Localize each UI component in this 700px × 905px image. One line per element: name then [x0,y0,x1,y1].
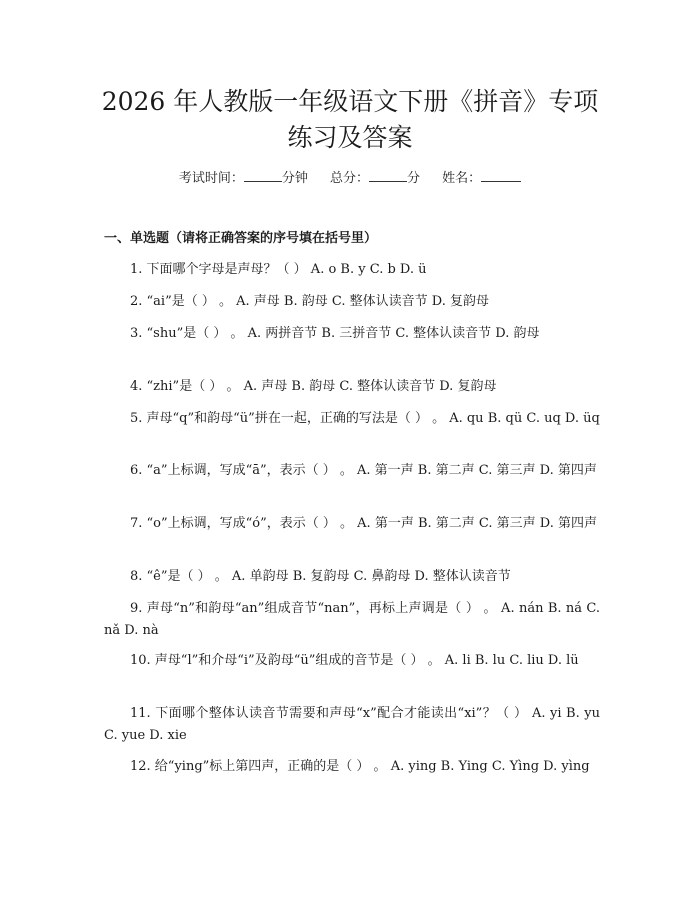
question-text: 12. 给“ying”标上第四声，正确的是（ ） 。 A. ying B. Ying C. Yìng D. yìng [130,759,590,774]
question-item-7 [104,513,600,535]
question-text: 4. “zhi”是（ ） 。 A. 声母 B. 韵母 C. 整体认读音节 D. 复韵母 [130,379,497,394]
document-title-line1: 2026 年人教版一年级语文下册《拼音》专项 [101,87,599,116]
student-name-blank [481,167,521,182]
question-text: 7. “o”上标调，写成“ó”，表示（ ） 。 A. 第一声 B. 第二声 C. 第三声 D. 第四声 [130,516,598,531]
question-item-4 [104,376,600,398]
question-item-1 [104,259,600,281]
exam-time-label: 考试时间： [178,171,244,186]
exam-time-field [179,167,308,189]
question-item-5 [104,408,600,430]
question-item-10 [104,650,600,672]
question-text: 10. 声母“l”和介母“i”及韵母“ü”组成的音节是（ ） 。 A. li B. lu C. liu D. lü [130,653,579,668]
student-name-label: 姓名： [442,171,482,186]
section-heading: 一、单选题（请将正确答案的序号填在括号里） [104,231,378,246]
total-score-label: 总分： [329,171,369,186]
question-item-12 [104,756,600,778]
question-item-11 [104,703,600,747]
question-item-9 [104,598,600,642]
question-item-6 [104,460,600,482]
question-item-2 [104,291,600,313]
total-score-field [330,167,420,189]
question-item-3 [104,323,600,345]
question-item-8 [104,566,600,588]
exam-meta-row [0,167,700,189]
question-text: 11. 下面哪个整体认读音节需要和声母“x”配合才能读出“xi”？（ ） A. yi B. yu C. yue D. xie [104,706,600,743]
question-text: 6. “a”上标调，写成“ā”，表示（ ） 。 A. 第一声 B. 第二声 C. 第三声 D. 第四声 [130,463,597,478]
exam-time-unit: 分钟 [281,171,308,186]
question-text: 5. 声母“q”和韵母“ü”拼在一起，正确的写法是（ ） 。 A. qu B. qü C. uq D. üq [130,411,600,426]
total-score-unit: 分 [407,171,421,186]
total-score-blank [369,167,407,182]
student-name-field [442,167,521,189]
question-text: 3. “shu”是（ ） 。 A. 两拼音节 B. 三拼音节 C. 整体认读音节 D. 韵母 [130,326,540,341]
question-text: 8. “ê”是（ ） 。 A. 单韵母 B. 复韵母 C. 鼻韵母 D. 整体认读音节 [130,569,511,584]
question-text: 2. “ai”是（ ） 。 A. 声母 B. 韵母 C. 整体认读音节 D. 复韵母 [130,294,489,309]
document-title-line2: 练习及答案 [287,123,413,152]
exam-time-blank [244,167,282,182]
question-text: 9. 声母“n”和韵母“an”组成音节“nan”，再标上声调是（ ） 。 A. nán B. ná C. nǎ D. nà [104,601,600,638]
question-text: 1. 下面哪个字母是声母？（ ） A. o B. y C. b D. ü [130,262,427,277]
